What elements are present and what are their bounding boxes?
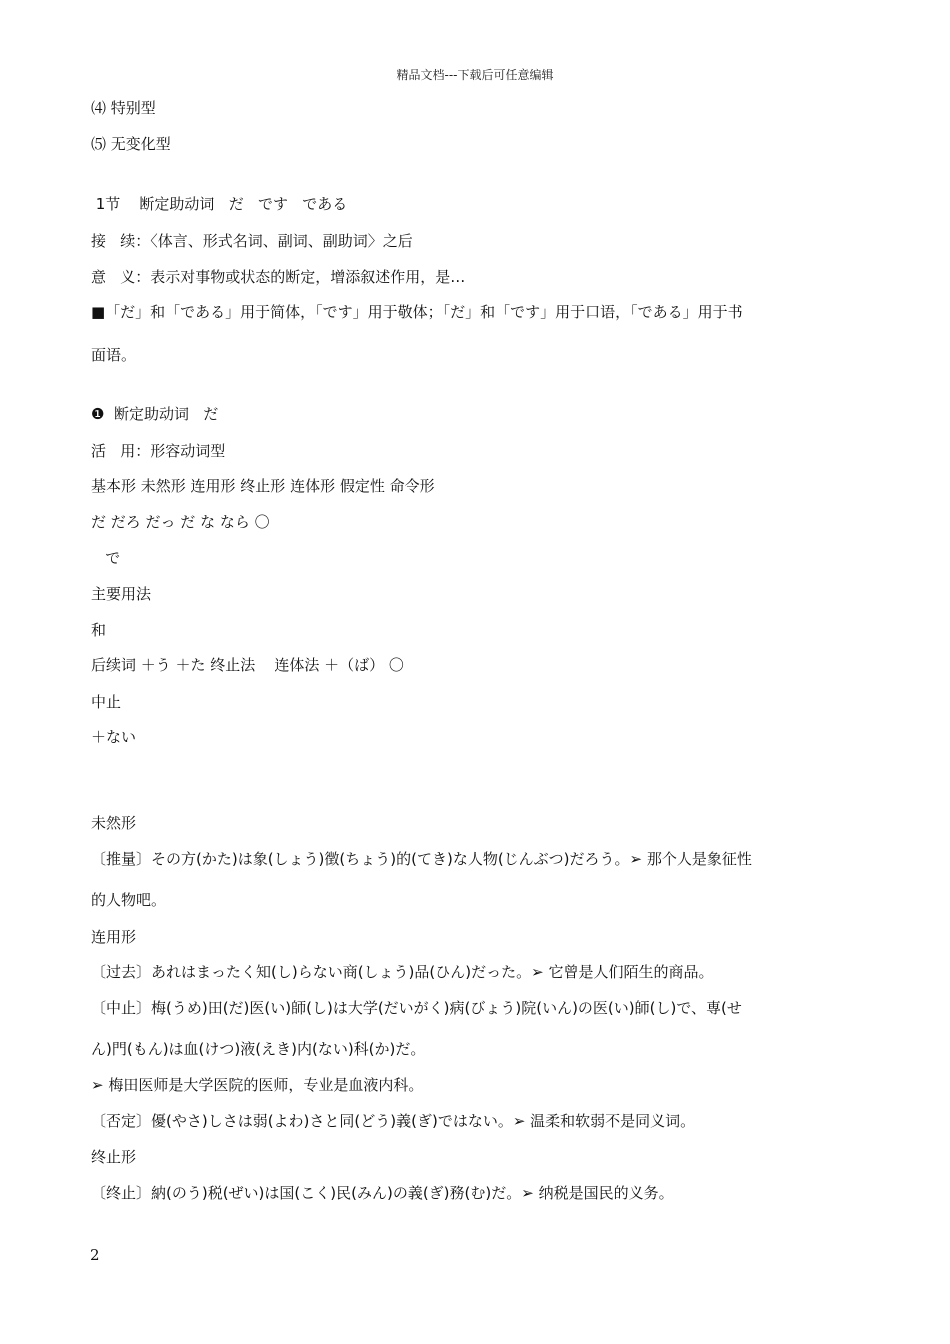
text-line: 的人物吧。 bbox=[91, 891, 167, 909]
text-line: 活 用：形容动词型 bbox=[91, 442, 226, 460]
page-number: 2 bbox=[90, 1246, 100, 1264]
text-line: 基本形 未然形 连用形 终止形 连体形 假定性 命令形 bbox=[91, 477, 435, 495]
text-line: ＋ない bbox=[91, 728, 137, 746]
text-line: 后续词 ＋う ＋た 终止法 连体法 ＋（ば） 〇 bbox=[91, 656, 404, 674]
text-line: 中止 bbox=[91, 693, 122, 711]
text-line: ➢ 梅田医师是大学医院的医师，专业是血液内科。 bbox=[91, 1076, 424, 1094]
text-line: 主要用法 bbox=[91, 585, 152, 603]
text-line: 〔推量〕その方(かた)は象(しょう)徴(ちょう)的(てき)な人物(じんぶつ)だろう。➢ 那个人是象征性 bbox=[91, 850, 752, 868]
text-line: 面语。 bbox=[91, 346, 137, 364]
page-header: 精品文档---下载后可任意编辑 bbox=[396, 68, 554, 82]
text-line: 〔中止〕梅(うめ)田(だ)医(い)師(し)は大学(だいがく)病(びょう)院(いん)の医(い)師(し)で、専(せ bbox=[91, 999, 742, 1017]
text-line: 〔过去〕あれはまったく知(し)らない商(しょう)品(ひん)だった。➢ 它曾是人们陌生的商品。 bbox=[91, 963, 714, 981]
text-line: 〔终止〕納(のう)税(ぜい)は国(こく)民(みん)の義(ぎ)務(む)だ。➢ 纳税是国民的义务。 bbox=[91, 1184, 674, 1202]
text-line: ⑷ 特别型 bbox=[91, 99, 156, 117]
text-line: で bbox=[91, 549, 121, 567]
text-line: 和 bbox=[91, 621, 107, 639]
text-line: ⑸ 无变化型 bbox=[91, 135, 171, 153]
text-line: 意 义：表示对事物或状态的断定，增添叙述作用，是… bbox=[91, 268, 466, 286]
text-line: 连用形 bbox=[91, 928, 137, 946]
text-line: だ だろ だっ だ な なら 〇 bbox=[91, 513, 270, 531]
text-line: ん)門(もん)は血(けつ)液(えき)内(ない)科(か)だ。 bbox=[91, 1040, 426, 1058]
section-heading: 1节 断定助动词 だ です である bbox=[91, 195, 348, 213]
subsection-heading: ❶ 断定助动词 だ bbox=[91, 405, 219, 423]
text-line: ■「だ」和「である」用于简体，「です」用于敬体；「だ」和「です」用于口语，「である」用于书 bbox=[91, 303, 743, 321]
text-line: 接 续：〈体言、形式名词、副词、副助词〉之后 bbox=[91, 232, 413, 250]
text-line: 终止形 bbox=[91, 1148, 137, 1166]
text-line: 〔否定〕優(やさ)しさは弱(よわ)さと同(どう)義(ぎ)ではない。➢ 温柔和软弱不是同义词。 bbox=[91, 1112, 696, 1130]
text-line: 未然形 bbox=[91, 814, 137, 832]
